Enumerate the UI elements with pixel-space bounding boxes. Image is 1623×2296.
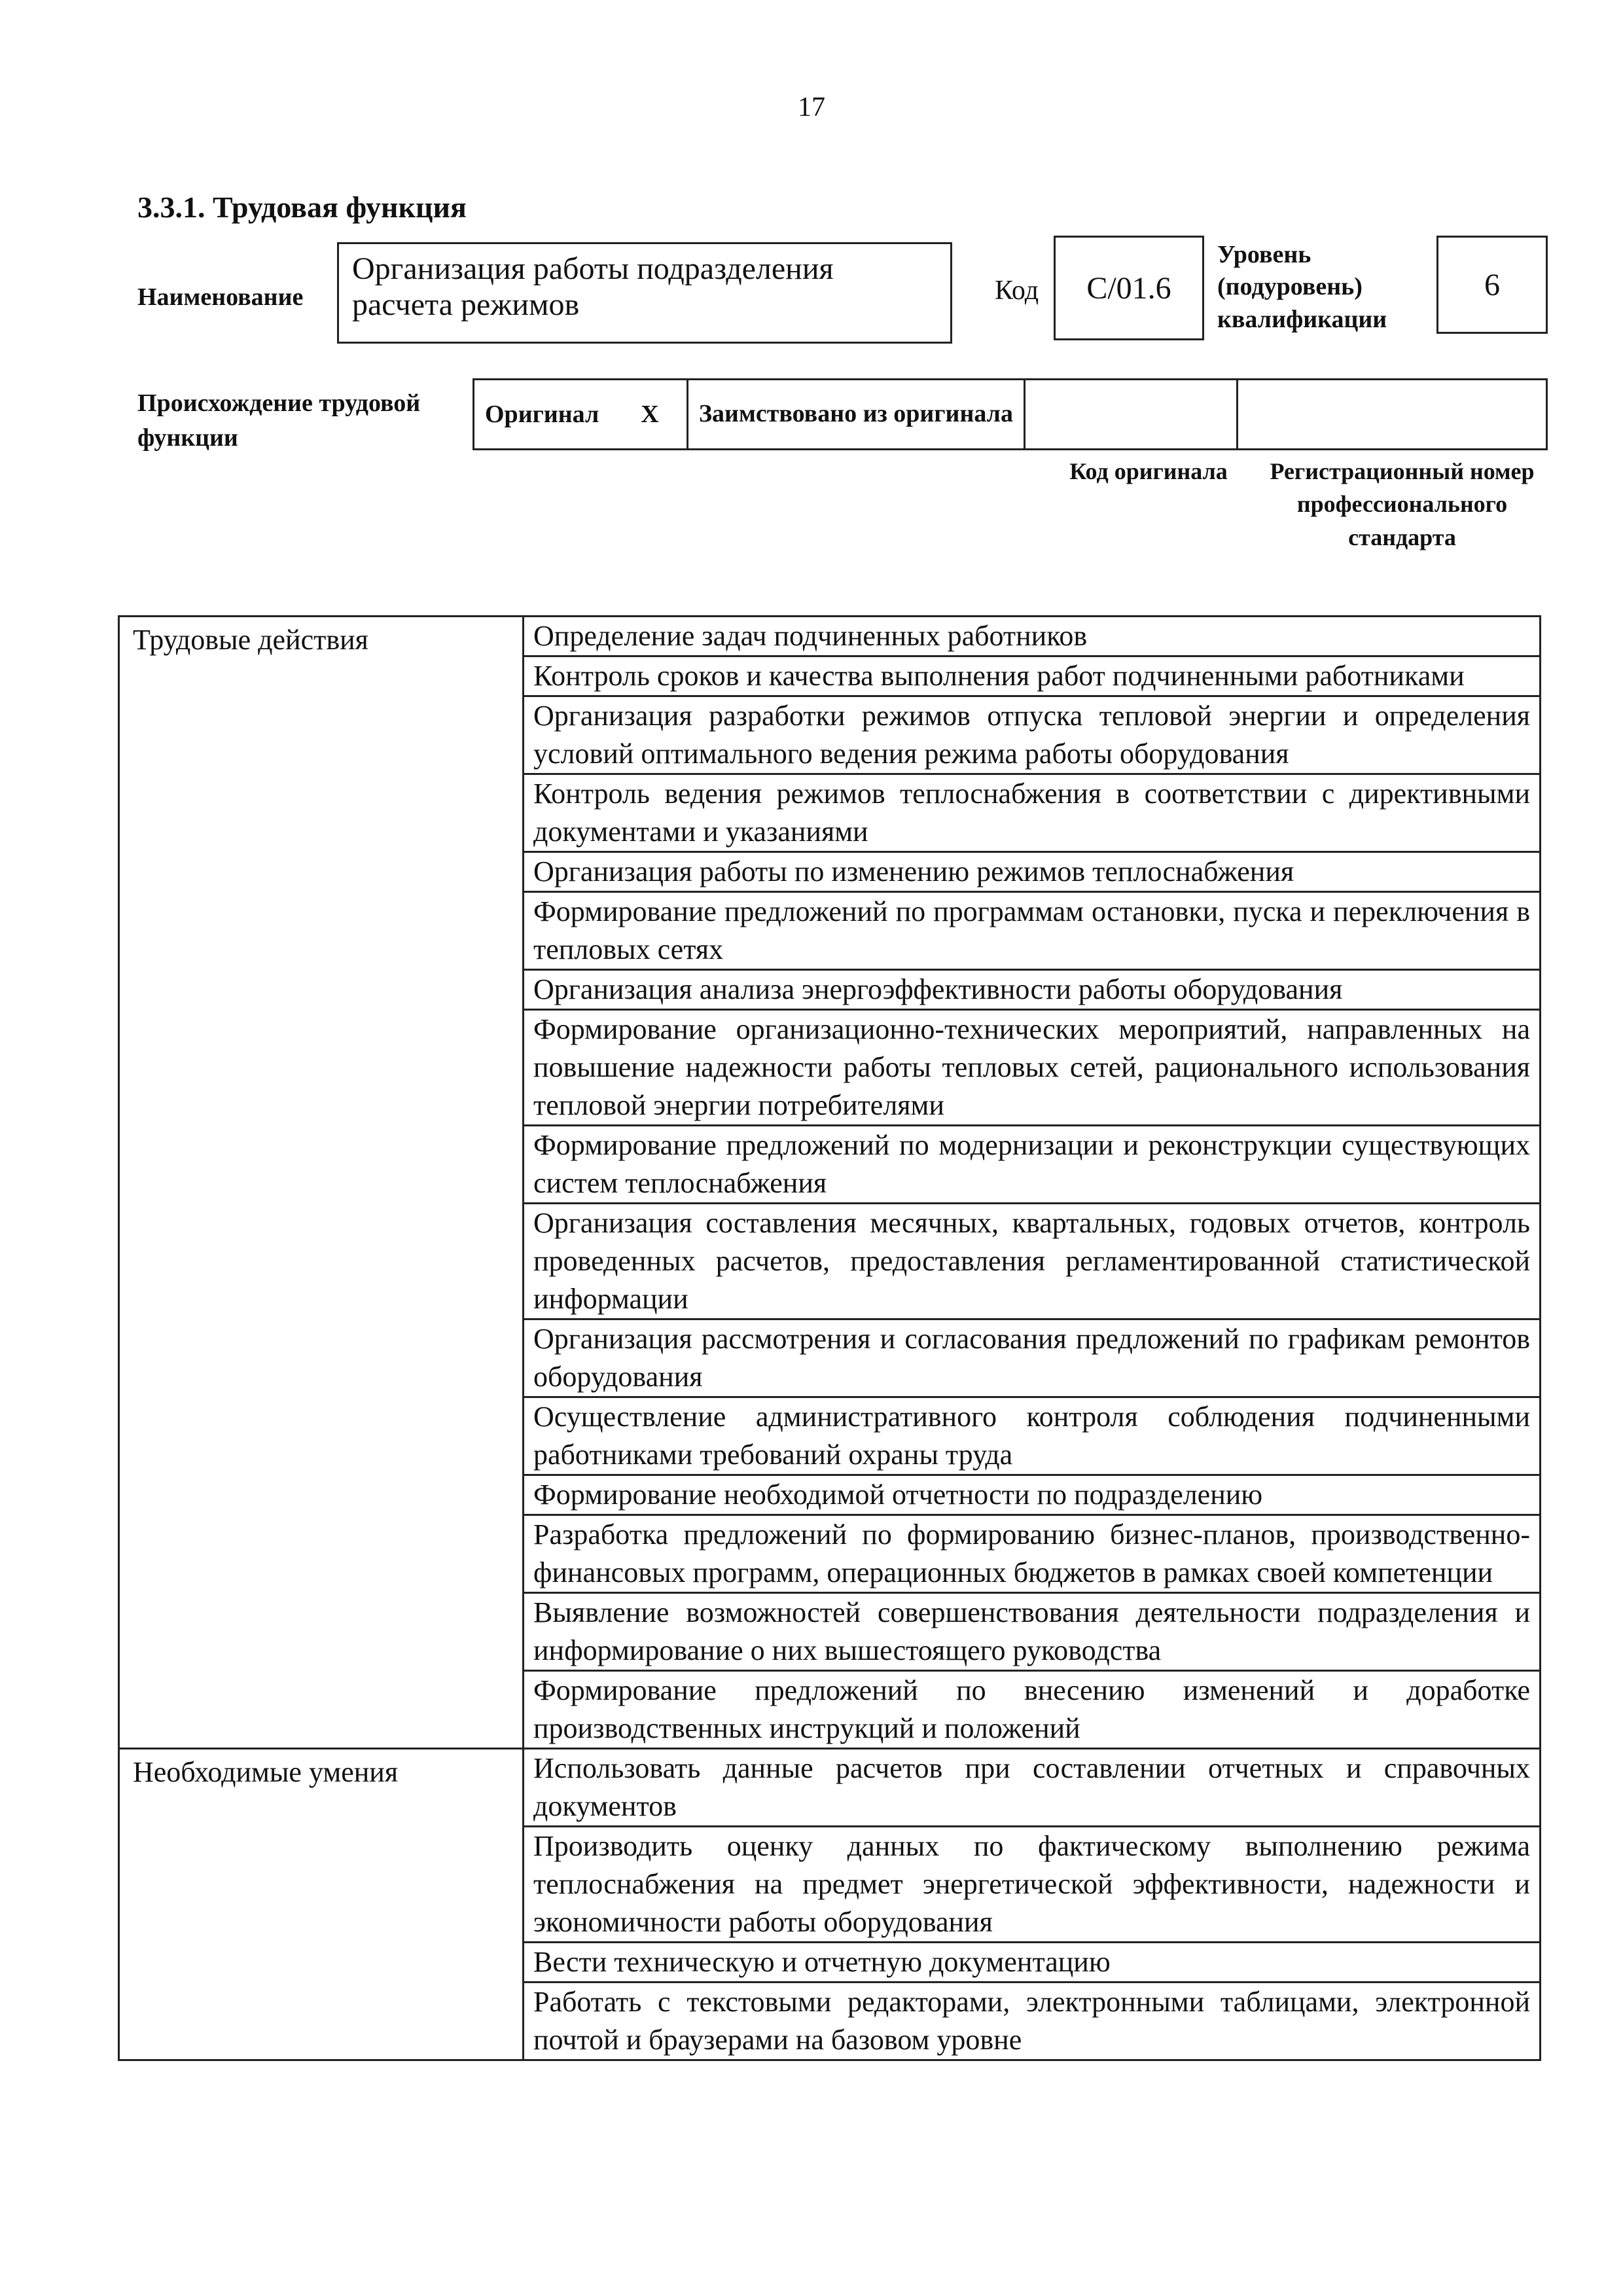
list-item: Контроль ведения режимов теплоснабжения в соответствии с директивными документами и указаниями xyxy=(524,774,1541,852)
list-item: Формирование предложений по программам остановки, пуска и переключения в тепловых сетях xyxy=(524,892,1541,970)
original-code-caption: Код оригинала xyxy=(1069,458,1228,484)
original-mark: X xyxy=(613,380,688,450)
original-code-cell xyxy=(1025,380,1238,450)
functions-table xyxy=(118,615,1541,2061)
list-item: Производить оценку данных по фактическому выполнению режима теплоснабжения на предмет энергетической эффективности, надежности и экономичности работы оборудования xyxy=(524,1827,1541,1943)
table-row xyxy=(119,1749,1541,1827)
list-item: Организация работы по изменению режимов теплоснабжения xyxy=(524,852,1541,892)
list-item: Вести техническую и отчетную документацию xyxy=(524,1943,1541,1982)
list-item: Разработка предложений по формированию бизнес-планов, производственно-финансовых программ, операционных бюджетов в рамках своей компетенции xyxy=(524,1515,1541,1593)
list-item: Контроль сроков и качества выполнения работ подчиненными работниками xyxy=(524,656,1541,696)
list-item: Организация анализа энергоэффективности работы оборудования xyxy=(524,970,1541,1010)
origin-label: Происхождение трудовой функции xyxy=(137,389,421,452)
list-item: Определение задач подчиненных работников xyxy=(524,617,1541,656)
function-name-box: Организация работы подразделения расчета режимов xyxy=(337,242,952,344)
code-label: Код xyxy=(995,276,1039,306)
group-label-labor-actions: Трудовые действия xyxy=(119,617,524,1749)
list-item: Работать с текстовыми редакторами, электронными таблицами, электронной почтой и браузерами на базовом уровне xyxy=(524,1982,1541,2060)
level-label: Уровень (подуровень) квалификации xyxy=(1217,241,1387,333)
list-item: Формирование предложений по внесению изменений и доработке производственных инструкций и положений xyxy=(524,1671,1541,1749)
list-item: Организация составления месячных, квартальных, годовых отчетов, контроль проведенных расчетов, предоставления регламентированной статистической информации xyxy=(524,1204,1541,1319)
list-item: Выявление возможностей совершенствования деятельности подразделения и информирование о них вышестоящего руководства xyxy=(524,1593,1541,1671)
group-label-required-skills: Необходимые умения xyxy=(119,1749,524,2060)
list-item: Формирование необходимой отчетности по подразделению xyxy=(524,1475,1541,1515)
section-title: 3.3.1. Трудовая функция xyxy=(137,190,467,224)
origin-table xyxy=(473,378,1548,450)
code-value-box: C/01.6 xyxy=(1054,236,1204,340)
borrowed-label: Заимствовано из оригинала xyxy=(688,380,1025,450)
list-item: Организация рассмотрения и согласования предложений по графикам ремонтов оборудования xyxy=(524,1319,1541,1397)
list-item: Формирование предложений по модернизации и реконструкции существующих систем теплоснабжения xyxy=(524,1126,1541,1204)
page-number: 17 xyxy=(798,92,825,122)
name-label: Наименование xyxy=(137,283,304,311)
registration-number-cell xyxy=(1238,380,1547,450)
list-item: Организация разработки режимов отпуска тепловой энергии и определения условий оптимального ведения режима работы оборудования xyxy=(524,696,1541,774)
original-label: Оригинал xyxy=(474,380,614,450)
list-item: Формирование организационно-технических мероприятий, направленных на повышение надежности работы тепловых сетей, рационального использования тепловой энергии потребителями xyxy=(524,1010,1541,1126)
level-value-box: 6 xyxy=(1436,236,1548,334)
list-item: Использовать данные расчетов при составлении отчетных и справочных документов xyxy=(524,1749,1541,1827)
registration-number-caption: Регистрационный номер профессионального стандарта xyxy=(1270,458,1535,550)
list-item: Осуществление административного контроля соблюдения подчиненными работниками требований охраны труда xyxy=(524,1397,1541,1475)
table-row xyxy=(119,617,1541,656)
